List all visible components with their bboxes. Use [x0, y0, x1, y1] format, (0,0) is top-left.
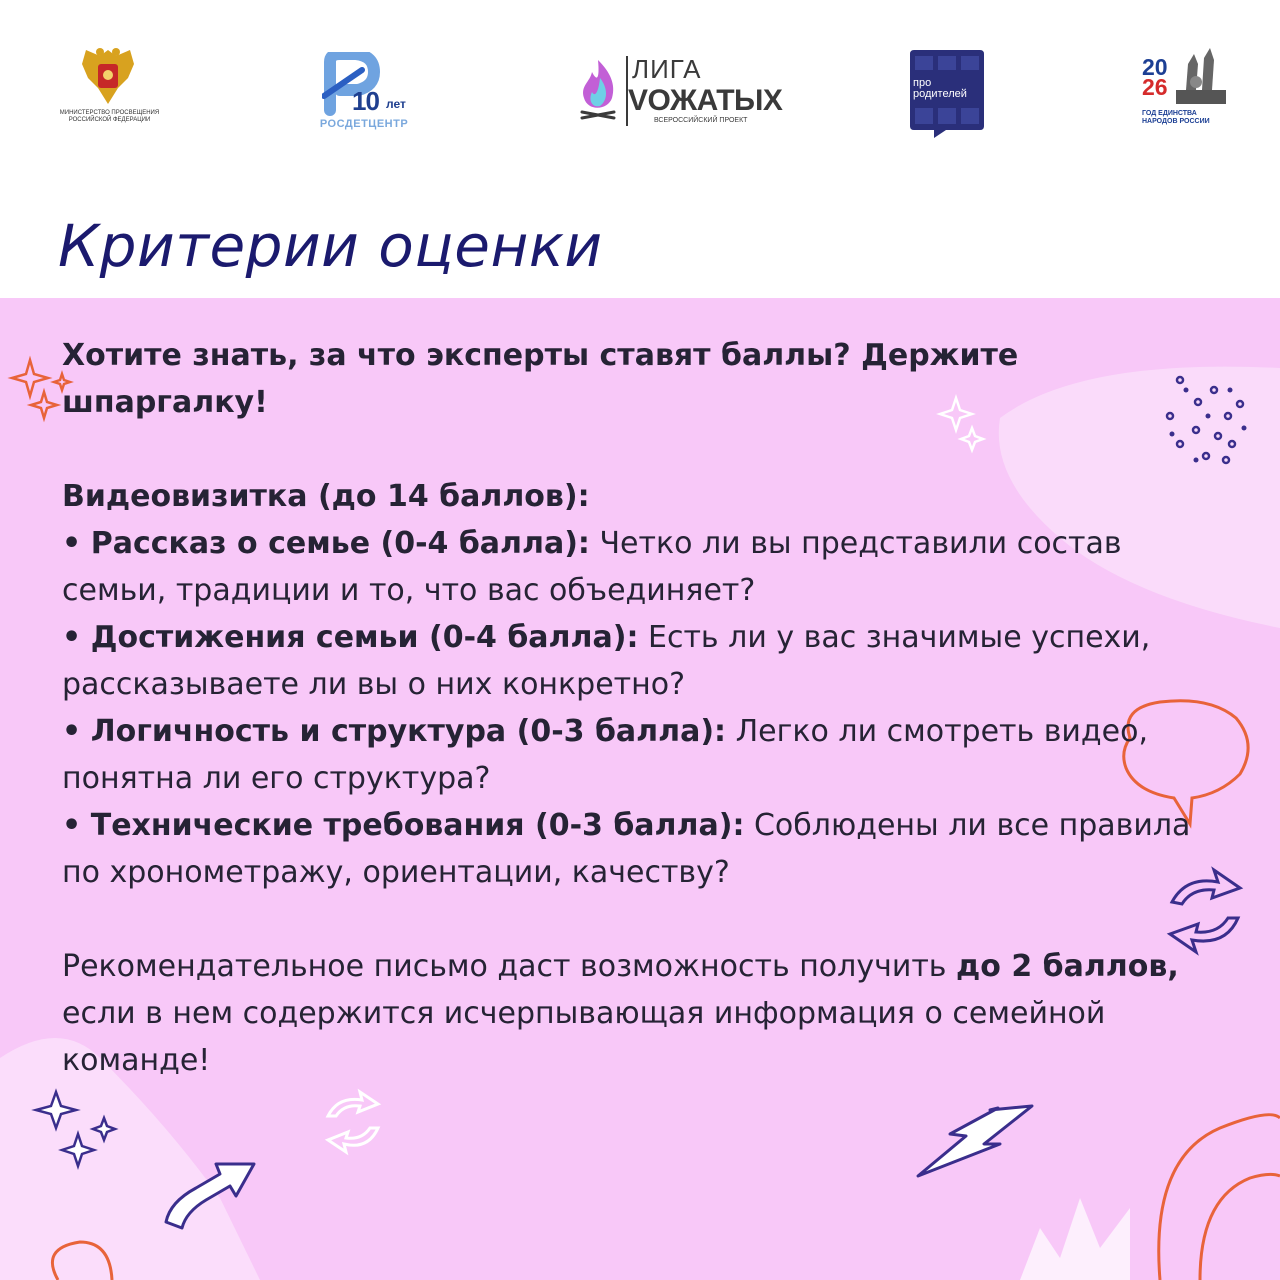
closing-before: Рекомендательное письмо даст возможность получить: [62, 949, 947, 984]
rosdetcenter-years: 10: [352, 86, 379, 116]
pro-roditeley-line2: родителей: [913, 88, 967, 100]
page-title: Критерии оценки: [58, 212, 603, 280]
section-heading: [62, 473, 1222, 520]
bullet: •: [62, 714, 82, 749]
section-heading-bold: Видеовизитка (до 14 баллов):: [62, 479, 590, 514]
year-bottom: 26: [1142, 74, 1168, 100]
bullet: •: [62, 620, 82, 655]
criterion-item: [62, 614, 1222, 708]
white-burst-shape: [1020, 1198, 1130, 1280]
pro-roditeley-caption: [913, 78, 967, 100]
white-refresh-icon: [328, 1092, 378, 1152]
rosdetcenter-let: лет: [386, 97, 406, 111]
logo-strip: [0, 0, 1280, 190]
intro-bold: Хотите знать, за что эксперты ставят баллы? Держите шпаргалку!: [62, 338, 1019, 420]
criterion-name: Рассказ о семье (0-4 балла):: [90, 526, 590, 561]
year-top: 20: [1142, 54, 1168, 80]
liga-line3: ВСЕРОССИЙСКИЙ ПРОЕКТ: [654, 117, 748, 124]
liga-flame-logo: [576, 56, 620, 128]
criterion-item: [62, 802, 1222, 896]
lightning-icon: [918, 1106, 1032, 1176]
criterion-item: [62, 708, 1222, 802]
rosdetcenter-name: РОСДЕТЦЕНТР: [319, 118, 409, 130]
closing-text: [62, 943, 1222, 1084]
criterion-name: Достижения семьи (0-4 балла):: [90, 620, 639, 655]
pro-roditeley-line1: про: [913, 77, 932, 89]
year-caption: ГОД ЕДИНСТВА НАРОДОВ РОССИИ: [1142, 110, 1210, 125]
year-logo: [1142, 54, 1168, 100]
criterion-name: Логичность и структура (0-3 балла):: [90, 714, 727, 749]
bullet: •: [62, 526, 82, 561]
monument-icon: [1172, 44, 1230, 110]
criterion-item: [62, 520, 1222, 614]
criteria-text: [62, 332, 1222, 1084]
liga-line1: ЛИГА: [632, 54, 702, 84]
spacer: [62, 426, 1222, 473]
spacer: [62, 896, 1222, 943]
ministry-caption: МИНИСТЕРСТВО ПРОСВЕЩЕНИЯ РОССИЙСКОЙ ФЕДЕРАЦИИ: [59, 110, 160, 123]
intro-text: [62, 332, 1222, 426]
criterion-text: Соблюдены ли все правила по хронометражу, ориентации, качеству?: [62, 808, 1191, 890]
criterion-text: Есть ли у вас значимые успехи, рассказываете ли вы о них конкретно?: [62, 620, 1151, 702]
closing-after: если в нем содержится исчерпывающая информация о семейной команде!: [62, 996, 1106, 1078]
ministry-emblem-logo: [72, 44, 144, 110]
closing-bold: до 2 баллов,: [956, 949, 1179, 984]
orange-loop-shape: [1159, 1115, 1280, 1280]
liga-line2: VОЖАТЫХ: [628, 84, 783, 117]
criterion-name: Технические требования (0-3 балла):: [90, 808, 745, 843]
criterion-text: Легко ли смотреть видео, понятна ли его структура?: [62, 714, 1149, 796]
bullet: •: [62, 808, 82, 843]
criterion-text: Четко ли вы представили состав семьи, традиции и то, что вас объединяет?: [62, 526, 1122, 608]
orange-loop-shape-2: [1200, 1174, 1280, 1280]
